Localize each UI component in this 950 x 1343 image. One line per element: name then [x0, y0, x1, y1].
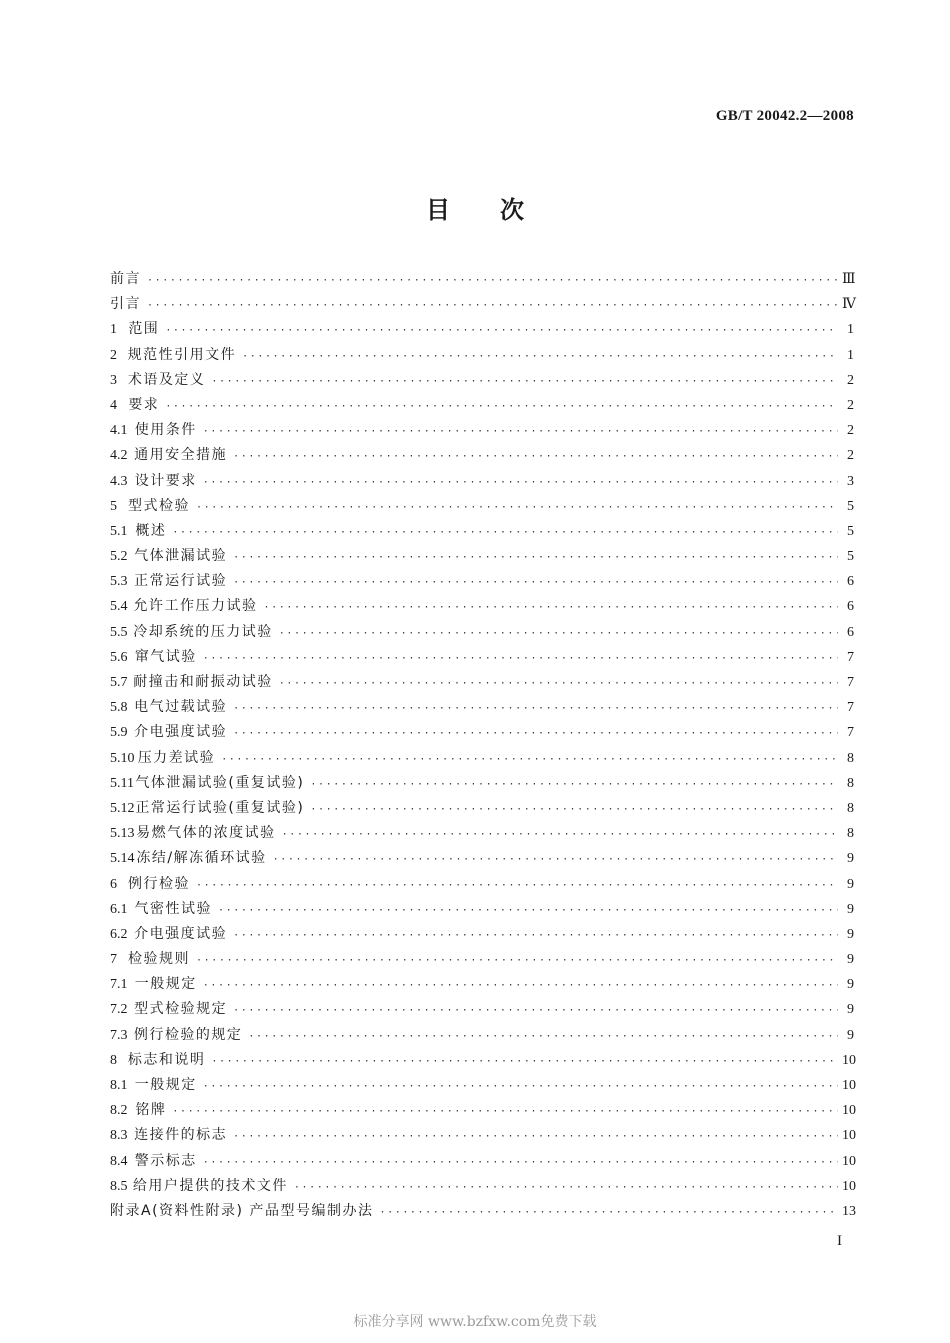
toc-leader-dots — [172, 520, 838, 545]
toc-leader-dots — [203, 1150, 838, 1175]
toc-entry-number: 5.1 — [110, 523, 128, 539]
toc-entry[interactable] — [110, 997, 854, 1022]
toc-leader-dots — [147, 268, 838, 293]
toc-entry-page: 8 — [847, 775, 854, 791]
toc-entry-title: 使用条件 — [134, 422, 197, 439]
toc-entry-page: 6 — [847, 624, 854, 640]
toc-entry-page: 3 — [847, 473, 854, 489]
toc-entry-page: 2 — [847, 423, 854, 439]
toc-entry[interactable] — [110, 846, 854, 871]
toc-entry[interactable] — [110, 1073, 854, 1098]
toc-entry[interactable] — [110, 267, 854, 292]
toc-leader-dots — [233, 570, 838, 595]
table-of-contents — [110, 267, 854, 1224]
toc-entry-title: 检验规则 — [128, 951, 191, 968]
toc-entry-number: 5.7 — [110, 675, 128, 690]
toc-entry-page: 10 — [842, 1153, 856, 1169]
toc-entry[interactable] — [110, 469, 854, 494]
toc-entry[interactable] — [110, 872, 854, 897]
toc-entry[interactable] — [110, 594, 854, 619]
toc-entry-number: 5.8 — [110, 700, 128, 716]
toc-entry-title: 设计要求 — [134, 472, 197, 489]
toc-leader-dots — [273, 847, 838, 872]
toc-entry-title: 气密性试验 — [134, 900, 212, 917]
toc-entry-page: Ⅲ — [842, 272, 856, 287]
toc-entry-title: 标志和说明 — [127, 1051, 206, 1068]
toc-entry-page: 6 — [847, 599, 854, 615]
toc-entry-number: 5.4 — [110, 599, 128, 615]
toc-leader-dots — [264, 595, 838, 620]
toc-leader-dots — [294, 1175, 838, 1200]
toc-leader-dots — [279, 621, 838, 646]
toc-entry-number: 5.14 — [110, 851, 135, 867]
toc-entry-page: 7 — [847, 675, 854, 690]
toc-entry[interactable] — [110, 1123, 854, 1148]
toc-entry-number: 4 — [110, 397, 117, 413]
toc-entry-number: 5.6 — [110, 649, 128, 665]
toc-entry-number: 8.3 — [110, 1128, 128, 1144]
toc-entry-page: 2 — [847, 448, 854, 464]
toc-leader-dots — [165, 318, 838, 343]
toc-entry-number: 7.3 — [110, 1027, 128, 1043]
toc-leader-dots — [248, 1024, 838, 1049]
toc-entry[interactable] — [110, 645, 854, 670]
toc-entry-number: 8 — [110, 1052, 117, 1068]
toc-entry-title: 一般规定 — [134, 976, 197, 993]
toc-entry-title: 介电强度试验 — [134, 925, 228, 942]
toc-entry-title: 介电强度试验 — [134, 724, 228, 741]
toc-entry-number: 5.3 — [110, 574, 128, 590]
toc-entry-number: 5.11 — [110, 775, 134, 791]
toc-leader-dots — [233, 1124, 838, 1149]
toc-entry[interactable] — [110, 343, 854, 368]
toc-entry-number: 7.1 — [110, 977, 128, 993]
page-title: 目次 — [426, 196, 574, 224]
toc-entry-title: 冷却系统的压力试验 — [133, 623, 273, 640]
toc-leader-dots — [211, 1049, 838, 1074]
toc-entry-page: 9 — [847, 901, 854, 917]
toc-entry-page: 8 — [847, 800, 854, 816]
toc-entry-title: 警示标志 — [134, 1152, 197, 1169]
toc-entry[interactable] — [110, 292, 854, 317]
toc-entry-title: 给用户提供的技术文件 — [132, 1177, 288, 1194]
toc-leader-dots — [165, 394, 838, 419]
toc-entry-page: 10 — [842, 1103, 856, 1119]
toc-entry-title: 规范性引用文件 — [127, 346, 237, 363]
toc-entry-number: 5.2 — [110, 549, 128, 565]
toc-entry-page: 10 — [842, 1128, 856, 1144]
toc-entry[interactable] — [110, 746, 854, 771]
toc-entry-title: 引言 — [110, 296, 141, 313]
toc-entry-number: 8.1 — [110, 1078, 128, 1093]
toc-entry-title: 概述 — [135, 522, 167, 539]
toc-entry-title: 一般规定 — [134, 1077, 197, 1093]
toc-leader-dots — [233, 998, 838, 1023]
toc-leader-dots — [172, 1099, 838, 1124]
toc-entry-title: 允许工作压力试验 — [133, 598, 258, 615]
toc-leader-dots — [196, 495, 838, 520]
toc-entry-title: 要求 — [128, 396, 160, 413]
toc-entry-title: 范围 — [128, 321, 160, 338]
toc-entry-number: 7 — [110, 952, 117, 968]
toc-entry-number: 4.3 — [110, 473, 128, 489]
toc-entry-page: 7 — [847, 700, 854, 716]
toc-entry-title: 正常运行试验(重复试验) — [135, 799, 305, 816]
toc-entry-title: 例行检验 — [128, 875, 191, 892]
toc-entry-page: 9 — [847, 952, 854, 968]
toc-leader-dots — [196, 873, 838, 898]
toc-entry[interactable] — [110, 569, 854, 594]
toc-entry-title: 型式检验规定 — [134, 1001, 228, 1018]
toc-entry-number: 8.4 — [110, 1153, 128, 1169]
toc-entry-title: 窜气试验 — [134, 648, 197, 665]
toc-entry-page: 7 — [847, 725, 854, 741]
toc-entry[interactable] — [110, 771, 854, 796]
toc-entry-page: 8 — [847, 750, 854, 766]
toc-leader-dots — [233, 721, 838, 746]
toc-entry-page: 1 — [847, 322, 854, 338]
toc-entry[interactable] — [110, 620, 854, 645]
toc-entry-title: 电气过载试验 — [134, 699, 228, 716]
toc-entry-page: 9 — [847, 851, 854, 867]
toc-entry-number: 2 — [110, 347, 117, 363]
toc-entry[interactable] — [110, 1023, 854, 1048]
toc-entry-number: 6.2 — [110, 926, 128, 942]
toc-entry-page: 5 — [847, 549, 854, 565]
toc-entry-number: 5.12 — [110, 800, 135, 816]
toc-entry[interactable] — [110, 519, 854, 544]
toc-entry-page: 13 — [842, 1203, 856, 1219]
toc-entry-number: 8.5 — [110, 1178, 128, 1194]
toc-entry-number: 4.2 — [110, 448, 128, 464]
toc-entry-number: 5.9 — [110, 725, 128, 741]
toc-entry-title: 型式检验 — [128, 497, 191, 514]
toc-leader-dots — [233, 696, 838, 721]
toc-leader-dots — [218, 898, 838, 923]
toc-leader-dots — [203, 973, 838, 998]
toc-entry-title: 连接件的标志 — [134, 1127, 228, 1144]
toc-leader-dots — [233, 444, 838, 469]
toc-entry-title: 附录A(资料性附录) 产品型号编制办法 — [110, 1202, 374, 1219]
toc-entry[interactable] — [110, 368, 854, 393]
toc-entry[interactable] — [110, 443, 854, 468]
toc-leader-dots — [196, 948, 838, 973]
toc-entry-title: 术语及定义 — [127, 371, 206, 388]
standard-code: GB/T 20042.2—2008 — [715, 108, 854, 124]
page-number: I — [837, 1233, 842, 1249]
toc-entry[interactable] — [110, 1149, 854, 1174]
toc-entry-number: 6.1 — [110, 901, 128, 917]
toc-entry[interactable] — [110, 695, 854, 720]
toc-entry[interactable] — [110, 897, 854, 922]
toc-entry-page: 10 — [842, 1178, 856, 1194]
toc-entry-number: 5.5 — [110, 624, 128, 640]
toc-entry-page: 9 — [847, 876, 854, 892]
toc-entry-page: 2 — [847, 397, 854, 413]
toc-leader-dots — [203, 1074, 838, 1099]
toc-leader-dots — [221, 747, 838, 772]
toc-entry-title: 耐撞击和耐振动试验 — [133, 674, 273, 690]
toc-leader-dots — [203, 419, 838, 444]
toc-leader-dots — [310, 772, 838, 797]
toc-entry-title: 例行检验的规定 — [133, 1026, 243, 1043]
toc-entry[interactable] — [110, 922, 854, 947]
toc-entry[interactable] — [110, 670, 854, 695]
toc-entry-number: 4.1 — [110, 423, 128, 439]
toc-leader-dots — [242, 344, 838, 369]
toc-entry-page: 8 — [847, 826, 854, 842]
toc-leader-dots — [147, 293, 838, 318]
toc-entry-page: 1 — [847, 347, 854, 363]
toc-entry-title: 气体泄漏试验(重复试验) — [135, 774, 305, 791]
toc-leader-dots — [211, 369, 838, 394]
toc-entry[interactable] — [110, 1199, 854, 1224]
toc-entry[interactable] — [110, 796, 854, 821]
toc-entry-page: 2 — [847, 372, 854, 388]
toc-entry-page: 5 — [847, 498, 854, 514]
toc-entry-number: 6 — [110, 876, 117, 892]
toc-entry[interactable] — [110, 544, 854, 569]
toc-entry-number: 5.13 — [110, 826, 135, 842]
toc-entry-page: 9 — [847, 1027, 854, 1043]
toc-entry-page: 7 — [847, 649, 854, 665]
toc-entry[interactable] — [110, 1174, 854, 1199]
toc-entry-title: 易燃气体的浓度试验 — [136, 825, 276, 842]
toc-entry-page: 6 — [847, 574, 854, 590]
toc-entry-page: 10 — [842, 1078, 856, 1093]
toc-entry-page: 9 — [847, 977, 854, 993]
toc-entry-page: Ⅳ — [842, 297, 856, 313]
toc-entry[interactable] — [110, 720, 854, 745]
toc-entry-title: 压力差试验 — [137, 749, 216, 766]
toc-entry-title: 铭牌 — [135, 1102, 167, 1119]
toc-entry-page: 10 — [842, 1052, 856, 1068]
toc-entry-number: 5.10 — [110, 750, 135, 766]
toc-entry-number: 1 — [110, 322, 117, 338]
toc-entry-number: 8.2 — [110, 1103, 128, 1119]
toc-entry[interactable] — [110, 1048, 854, 1073]
toc-entry[interactable] — [110, 317, 854, 342]
toc-entry[interactable] — [110, 393, 854, 418]
toc-entry[interactable] — [110, 418, 854, 443]
toc-entry-title: 冻结/解冻循环试验 — [136, 850, 267, 867]
toc-entry[interactable] — [110, 1098, 854, 1123]
toc-entry[interactable] — [110, 494, 854, 519]
toc-entry-page: 9 — [847, 1002, 854, 1018]
toc-leader-dots — [379, 1200, 838, 1225]
toc-leader-dots — [203, 646, 838, 671]
toc-leader-dots — [310, 797, 838, 822]
toc-leader-dots — [282, 822, 838, 847]
toc-entry-title: 气体泄漏试验 — [134, 548, 228, 565]
watermark: 标准分享网 www.bzfxw.com免费下载 — [353, 1314, 597, 1330]
toc-entry-page: 5 — [847, 523, 854, 539]
toc-entry[interactable] — [110, 947, 854, 972]
toc-entry-title: 通用安全措施 — [134, 447, 228, 464]
toc-leader-dots — [233, 545, 838, 570]
toc-leader-dots — [279, 671, 838, 696]
toc-entry-number: 3 — [110, 372, 117, 388]
toc-entry-title: 正常运行试验 — [134, 573, 228, 590]
toc-entry-number: 7.2 — [110, 1002, 128, 1018]
toc-entry-page: 9 — [847, 926, 854, 942]
toc-entry-title: 前言 — [110, 271, 141, 287]
toc-leader-dots — [233, 923, 838, 948]
toc-leader-dots — [203, 470, 838, 495]
toc-entry[interactable] — [110, 821, 854, 846]
toc-entry[interactable] — [110, 972, 854, 997]
toc-entry-number: 5 — [110, 498, 117, 514]
